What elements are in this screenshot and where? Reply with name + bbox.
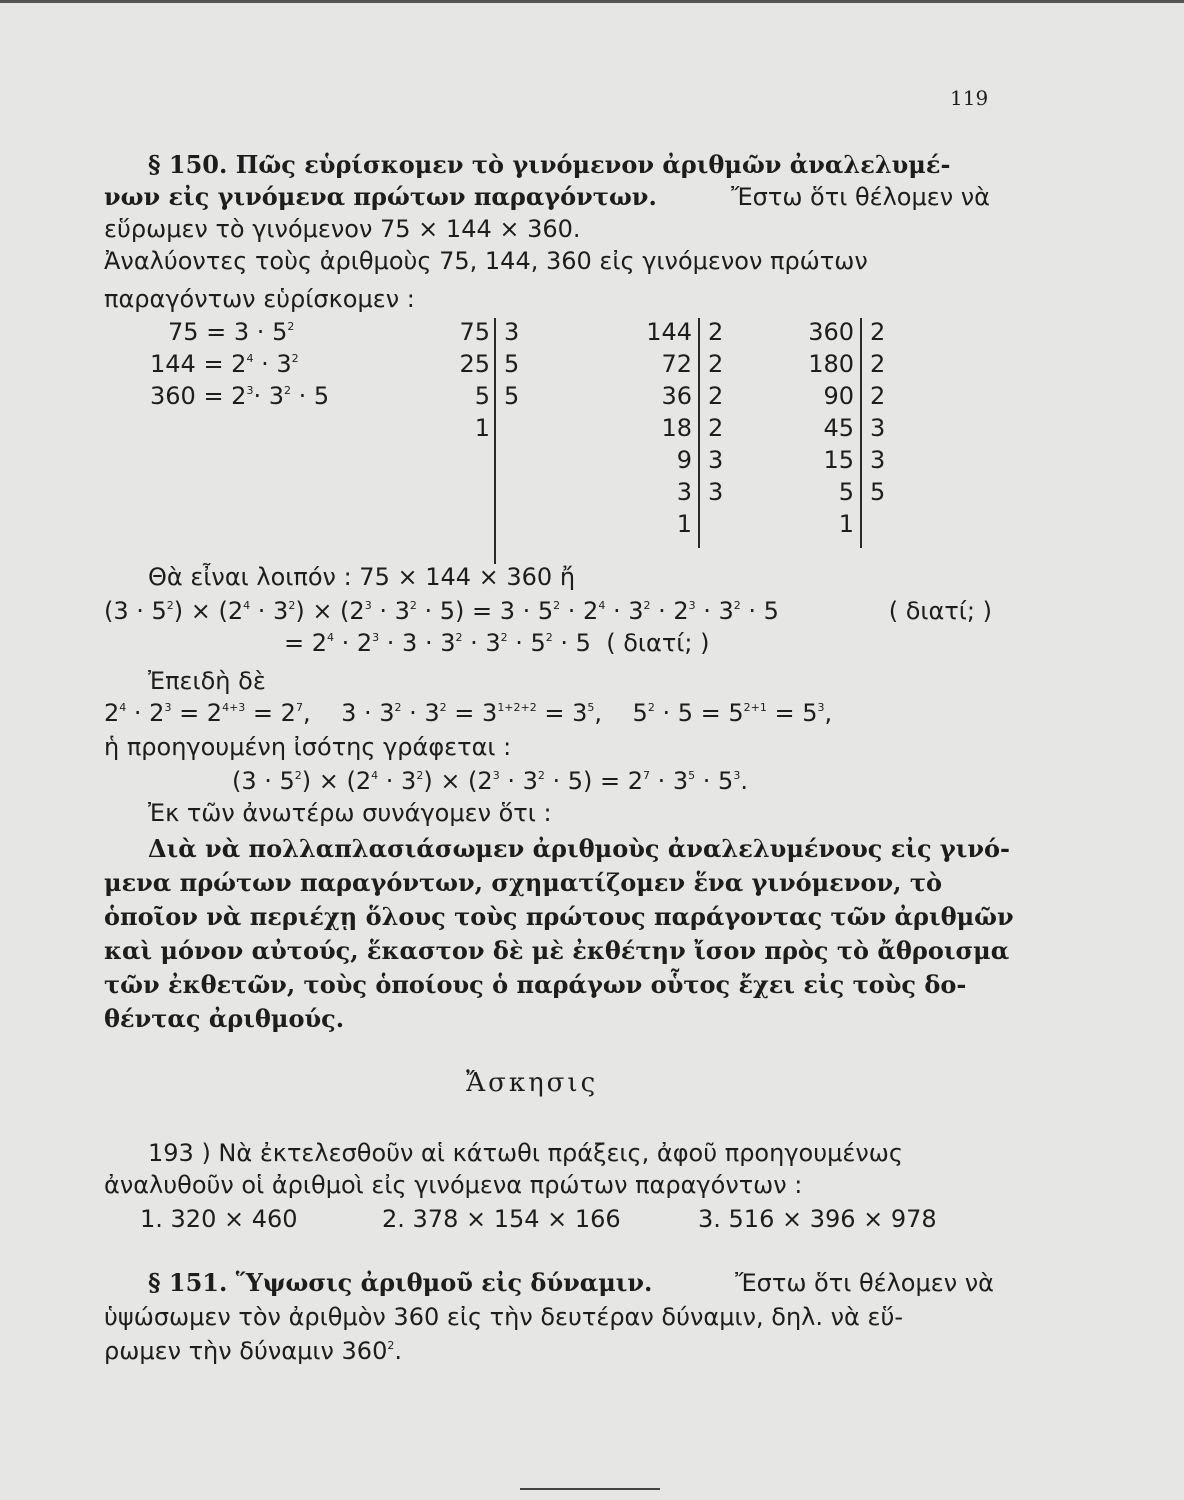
division-360-divisors: 2 2 2 3 3 5 bbox=[870, 318, 886, 506]
page-bottom-mark bbox=[520, 1488, 660, 1490]
why-note-2: ( διατί; ) bbox=[606, 629, 710, 657]
rule-line-2: μενα πρώτων παραγόντων, σχηματίζομεν ἕνα γινόμενον, τὸ bbox=[104, 868, 942, 897]
section-151-line1 bbox=[148, 1268, 994, 1298]
division-divider-3 bbox=[860, 318, 862, 548]
exercise-193-item-3: 3. 516 × 396 × 978 bbox=[698, 1205, 937, 1233]
epeidi-text: Ἐπειδὴ δὲ bbox=[148, 667, 266, 695]
exponent-sums: $2^4 \cdot 2^3 = 2^{4+3} = 2^7$, $3 \cdot 3^2 \cdot 3^2 = 3^{1+2+2} = 3^5$, $5^2 \cdot 5 = 5^{2+1} = 5^3$, bbox=[104, 699, 833, 727]
section-150-text-line4: Ἀναλύοντες τοὺς ἀριθμοὺς 75, 144, 360 εἰς γινόμενον πρώτων bbox=[104, 247, 868, 275]
exercise-193-line2: ἀναλυθοῦν οἱ ἀριθμοὶ εἰς γινόμενα πρώτων παραγόντων : bbox=[104, 1171, 803, 1199]
section-150-text-line3: εὕρωμεν τὸ γινόμενον 75 × 144 × 360. bbox=[104, 215, 581, 243]
section-150-text-line2: Ἔστω ὅτι θέλομεν νὰ bbox=[731, 183, 990, 211]
section-151-text-line2: ὑψώσωμεν τὸν ἀριθμὸν 360 εἰς τὴν δευτέραν δύναμιν, δηλ. νὰ εὕ- bbox=[104, 1303, 903, 1331]
exercise-193-item-1: 1. 320 × 460 bbox=[140, 1205, 298, 1233]
rule-line-6: θέντας ἀριθμούς. bbox=[104, 1004, 345, 1033]
division-144-divisors: 2 2 2 2 3 3 bbox=[708, 318, 724, 506]
rule-line-1: Διὰ νὰ πολλαπλασιάσωμεν ἀριθμοὺς ἀναλελυμένους εἰς γινό- bbox=[148, 834, 1011, 863]
rule-line-3: ὁποῖον νὰ περιέχῃ ὅλους τοὺς πρώτους παράγοντας τῶν ἀριθμῶν bbox=[104, 902, 1014, 931]
section-150-text-line5: παραγόντων εὑρίσκομεν : bbox=[104, 285, 415, 313]
why-note-1: ( διατί; ) bbox=[888, 597, 992, 625]
product-expansion-line2: = $2^4 \cdot 2^3 \cdot 3 \cdot 3^2 \cdot 3^2 \cdot 5^2 \cdot 5$ ( διατί; ) bbox=[284, 629, 710, 657]
factorization-360: $360 = 2^3\cdot 3^2 \cdot 5$ bbox=[150, 382, 330, 410]
section-150-number: § 150. bbox=[148, 150, 228, 179]
section-151-title: § 151. Ὕψωσις ἀριθμοῦ εἰς δύναμιν. bbox=[148, 1268, 653, 1297]
section-151-text-line3: ρωμεν τὴν δύναμιν $360^2$. bbox=[104, 1337, 402, 1365]
exercise-193-line1: 193 ) Νὰ ἐκτελεσθοῦν αἱ κάτωθι πράξεις, ἀφοῦ προηγουμένως bbox=[148, 1139, 903, 1167]
exercises-heading: Ἄσκησις bbox=[466, 1068, 599, 1098]
product-expansion-line1: $(3 \cdot 5^2) \times (2^4 \cdot 3^2) \times (2^3 \cdot 3^2 \cdot 5) = 3 \cdot 5^2 \cdot 2^4 \cdot 3^2 \cdot 2^3 \cdot 3^2 \cdot 5$ ( διατί; ) bbox=[104, 597, 992, 625]
rule-line-5: τῶν ἐκθετῶν, τοὺς ὁποίους ὁ παράγων οὗτος ἔχει εἰς τοὺς δο- bbox=[104, 970, 967, 999]
page-number: 119 bbox=[950, 86, 989, 110]
factorization-144: $144 = 2^4 \cdot 3^2$ bbox=[150, 350, 299, 378]
section-150-line2 bbox=[104, 182, 990, 212]
factorization-block bbox=[150, 316, 330, 412]
section-150-title-line1 bbox=[148, 150, 998, 180]
section-150-title-part1: Πῶς εὑρίσκομεν τὸ γινόμενον ἀριθμῶν ἀναλελυμέ- bbox=[235, 150, 951, 179]
final-equality: $(3 \cdot 5^2) \times (2^4 \cdot 3^2) \times (2^3 \cdot 3^2 \cdot 5) = 2^7 \cdot 3^5 \cdot 5^3$. bbox=[232, 767, 748, 795]
conclude-text: Ἐκ τῶν ἀνωτέρω συνάγομεν ὅτι : bbox=[148, 799, 552, 827]
factorization-75: $75 = 3 \cdot 5^2$ bbox=[168, 318, 295, 346]
division-144-numbers: 144 72 36 18 9 3 1 bbox=[646, 318, 692, 538]
division-75-divisors: 3 5 5 bbox=[504, 318, 520, 410]
exercise-193-item-2: 2. 378 × 154 × 166 bbox=[382, 1205, 621, 1233]
division-75-numbers: 75 25 5 1 bbox=[459, 318, 490, 442]
previous-equality-text: ἡ προηγουμένη ἰσότης γράφεται : bbox=[104, 733, 512, 761]
section-151-text-line1: Ἔστω ὅτι θέλομεν νὰ bbox=[735, 1269, 994, 1297]
division-divider-1 bbox=[494, 318, 496, 564]
product-intro: Θὰ εἶναι λοιπόν : 75 × 144 × 360 ἤ bbox=[148, 563, 576, 591]
division-360-numbers: 360 180 90 45 15 5 1 bbox=[808, 318, 854, 538]
rule-line-4: καὶ μόνον αὐτούς, ἕκαστον δὲ μὲ ἐκθέτην ἴσον πρὸς τὸ ἄθροισμα bbox=[104, 936, 1010, 965]
division-divider-2 bbox=[698, 318, 700, 548]
page-top-edge bbox=[0, 0, 1184, 3]
section-150-title-part2: νων εἰς γινόμενα πρώτων παραγόντων. bbox=[104, 182, 657, 211]
